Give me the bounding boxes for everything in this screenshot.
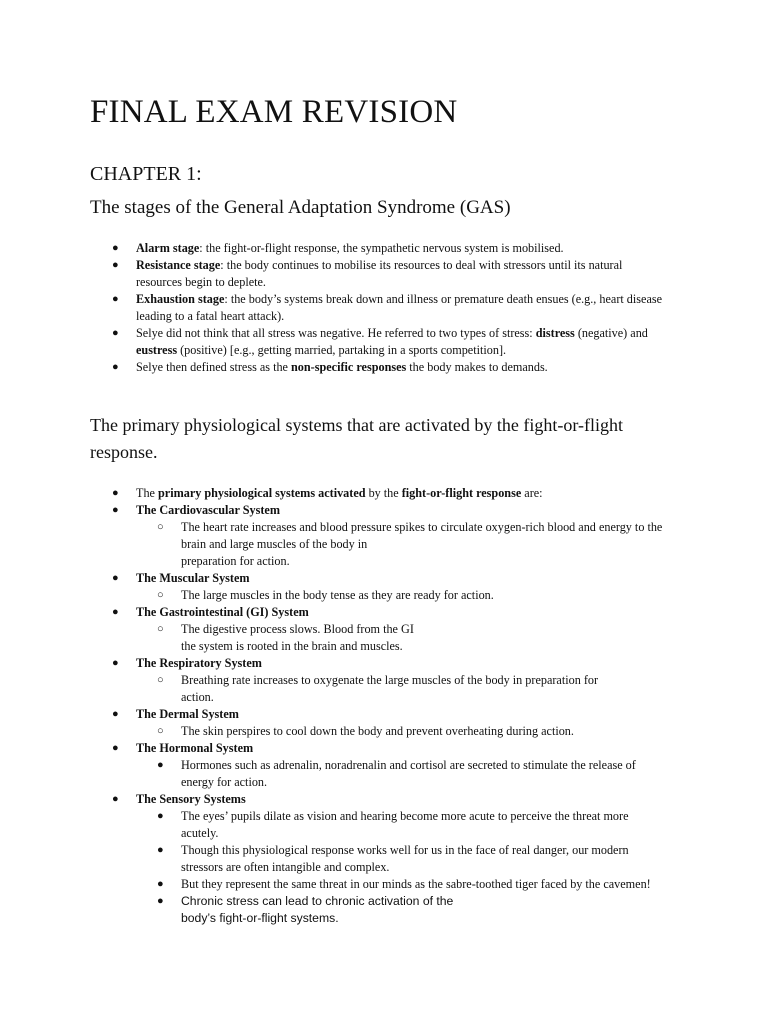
item-text: But they represent the same threat in our minds as the sabre-toothed tiger faced by the cavemen!: [181, 877, 651, 891]
chapter-heading: CHAPTER 1:: [90, 163, 202, 185]
item-text: the body makes to demands.: [406, 360, 548, 374]
list-item: [0, 893, 681, 927]
circle-marker: ○: [157, 674, 164, 686]
system-label: The Sensory Systems: [136, 792, 246, 806]
list-item: [0, 519, 681, 570]
term: distress: [535, 326, 575, 340]
systems-list: [0, 485, 681, 927]
list-item: [0, 621, 681, 655]
item-text: The: [136, 486, 158, 500]
item-text: (negative) and: [574, 326, 648, 340]
bullet-marker: ●: [112, 361, 119, 373]
term: Resistance stage: [136, 258, 221, 272]
list-item: [0, 485, 681, 502]
bullet-marker: ●: [112, 742, 119, 754]
item-text: The large muscles in the body tense as they are ready for action.: [181, 588, 494, 602]
item-text: Selye then defined stress as the: [136, 360, 292, 374]
bullet-marker: ●: [112, 259, 119, 271]
system-label: The Gastrointestinal (GI) System: [136, 605, 309, 619]
bullet-marker: ●: [112, 504, 119, 516]
heading-line: response.: [90, 442, 158, 462]
item-text: brain and large muscles of the body in: [181, 537, 368, 551]
item-text: : the body continues to mobilise its resources to deal with stressors until its natural: [220, 258, 623, 272]
system-hormonal: [0, 740, 681, 757]
list-item: [0, 876, 681, 893]
system-sensory: [0, 791, 681, 808]
system-label: The Respiratory System: [136, 656, 262, 670]
gas-list: [0, 240, 681, 376]
list-item: [0, 240, 681, 257]
list-item: [0, 757, 681, 791]
item-text: resources begin to deplete.: [136, 275, 266, 289]
item-text: leading to a fatal heart attack).: [136, 309, 285, 323]
system-label: The Hormonal System: [136, 741, 254, 755]
item-text: The eyes’ pupils dilate as vision and hearing become more acute to perceive the threat more: [181, 809, 629, 823]
physiological-heading: [90, 412, 690, 466]
system-label: The Muscular System: [136, 571, 250, 585]
system-muscular: [0, 570, 681, 587]
list-item: [0, 587, 681, 604]
item-text: The heart rate increases and blood pressure spikes to circulate oxygen-rich blood and energy to the: [181, 520, 663, 534]
bullet-marker: ●: [112, 708, 119, 720]
term: Alarm stage: [136, 241, 200, 255]
circle-marker: ○: [157, 623, 164, 635]
item-text: acutely.: [181, 826, 219, 840]
item-text: body’s fight-or-flight systems.: [181, 911, 339, 925]
item-text: by the: [365, 486, 402, 500]
item-text: (positive) [e.g., getting married, partaking in a sports competition].: [177, 343, 507, 357]
system-label: The Dermal System: [136, 707, 239, 721]
list-item: [0, 359, 681, 376]
system-gastrointestinal: [0, 604, 681, 621]
bullet-marker: ●: [157, 844, 164, 856]
bullet-marker: ●: [157, 895, 164, 907]
system-cardiovascular: [0, 502, 681, 519]
bullet-marker: ●: [157, 810, 164, 822]
list-item: [0, 325, 681, 359]
list-item: [0, 808, 681, 842]
item-text: The skin perspires to cool down the body and prevent overheating during action.: [181, 724, 574, 738]
bullet-marker: ●: [112, 657, 119, 669]
list-item: [0, 672, 681, 706]
bullet-marker: ●: [112, 487, 119, 499]
item-text: Chronic stress can lead to chronic activation of the: [181, 894, 454, 908]
item-text: Hormones such as adrenalin, noradrenalin and cortisol are secreted to stimulate the release of: [181, 758, 636, 772]
item-text: the system is rooted in the brain and muscles.: [181, 639, 403, 653]
item-text: Though this physiological response works well for us in the face of real danger, our modern: [181, 843, 629, 857]
bullet-marker: ●: [112, 293, 119, 305]
bullet-marker: ●: [112, 242, 119, 254]
heading-line: The primary physiological systems that are activated by the fight-or-flight: [90, 415, 623, 435]
list-item: [0, 257, 681, 291]
item-text: Selye did not think that all stress was negative. He referred to two types of stress:: [136, 326, 536, 340]
list-item: [0, 842, 681, 876]
item-text: action.: [181, 690, 214, 704]
gas-heading: The stages of the General Adaptation Syndrome (GAS): [90, 197, 511, 218]
term: primary physiological systems activated: [158, 486, 366, 500]
bullet-marker: ●: [112, 793, 119, 805]
circle-marker: ○: [157, 725, 164, 737]
bullet-marker: ●: [112, 606, 119, 618]
list-item: [0, 723, 681, 740]
item-text: : the fight-or-flight response, the sympathetic nervous system is mobilised.: [199, 241, 564, 255]
item-text: Breathing rate increases to oxygenate the large muscles of the body in preparation for: [181, 673, 599, 687]
bullet-marker: ●: [157, 878, 164, 890]
bullet-marker: ●: [157, 759, 164, 771]
bullet-marker: ●: [112, 572, 119, 584]
term: eustress: [136, 343, 178, 357]
system-respiratory: [0, 655, 681, 672]
circle-marker: ○: [157, 521, 164, 533]
item-text: stressors are often intangible and complex.: [181, 860, 390, 874]
document-title: FINAL EXAM REVISION: [90, 94, 458, 130]
item-text: are:: [521, 486, 543, 500]
term: non-specific responses: [291, 360, 407, 374]
term: fight-or-flight response: [401, 486, 522, 500]
item-text: preparation for action.: [181, 554, 290, 568]
item-text: energy for action.: [181, 775, 268, 789]
item-text: : the body’s systems break down and illness or premature death ensues (e.g., heart disease: [224, 292, 663, 306]
term: Exhaustion stage: [136, 292, 225, 306]
circle-marker: ○: [157, 589, 164, 601]
list-item: [0, 291, 681, 325]
system-dermal: [0, 706, 681, 723]
system-label: The Cardiovascular System: [136, 503, 280, 517]
bullet-marker: ●: [112, 327, 119, 339]
item-text: The digestive process slows. Blood from the GI: [181, 622, 414, 636]
